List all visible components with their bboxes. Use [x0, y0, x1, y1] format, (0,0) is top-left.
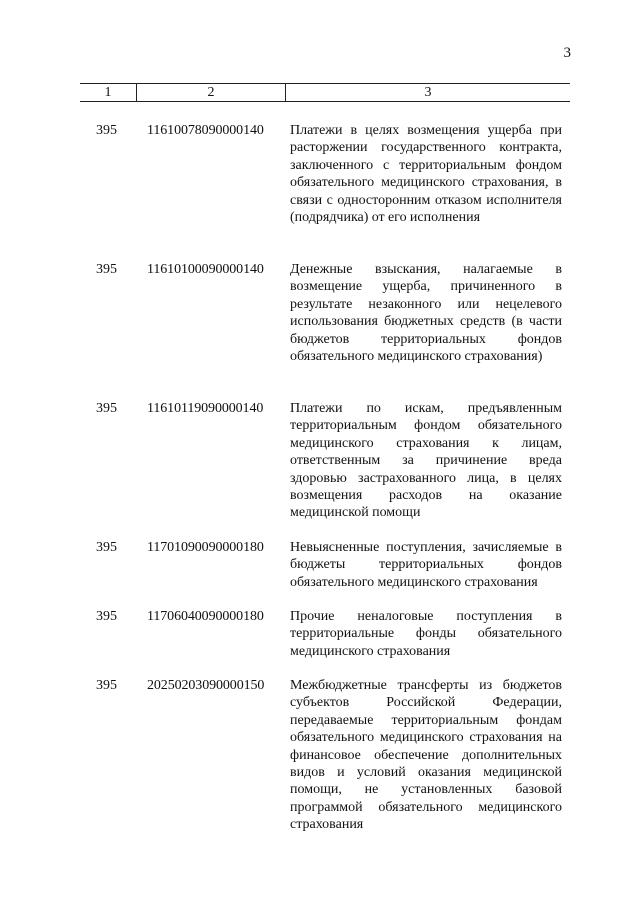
header-column-2: 2 [137, 84, 286, 101]
chapter-code: 395 [96, 262, 117, 277]
revenue-description: Межбюджетные трансферты из бюджетов субъектов Российской Федерации, передаваемые территориальным фондам обязательного медицинского страхования на финансовое обеспечение дополнительных видов и условий оказания медицинской помощи, не установленных базовой программой обязательного медицинского страхования [290, 678, 562, 833]
revenue-description: Денежные взыскания, налагаемые в возмещение ущерба, причиненного в результате незаконного или нецелевого использования бюджетных средств (в части бюджетов территориальных фондов обязательного медицинского страхования) [290, 262, 562, 365]
revenue-code: 11610119090000140 [147, 401, 264, 416]
revenue-code: 11610078090000140 [147, 123, 264, 138]
chapter-code: 395 [96, 401, 117, 416]
revenue-description: Платежи по искам, предъявленным территориальным фондом обязательного медицинского страхования к лицам, ответственным за причинение вреда здоровью застрахованного лица, в целях возмещения расходов на оказание медицинской помощи [290, 401, 562, 521]
revenue-code: 11706040090000180 [147, 609, 264, 624]
chapter-code: 395 [96, 609, 117, 624]
revenue-description: Прочие неналоговые поступления в территориальные фонды обязательного медицинского страхования [290, 609, 562, 659]
chapter-code: 395 [96, 678, 117, 693]
header-column-1: 1 [80, 84, 137, 101]
chapter-code: 395 [96, 540, 117, 555]
revenue-description: Невыясненные поступления, зачисляемые в бюджеты территориальных фондов обязательного медицинского страхования [290, 540, 562, 590]
chapter-code: 395 [96, 123, 117, 138]
revenue-description: Платежи в целях возмещения ущерба при расторжении государственного контракта, заключенного с территориальным фондом обязательного медицинского страхования, в связи с односторонним отказом исполнителя (подрядчика) от его исполнения [290, 123, 562, 226]
revenue-code: 11610100090000140 [147, 262, 264, 277]
revenue-code: 20250203090000150 [147, 678, 265, 693]
table-header [80, 83, 570, 102]
header-column-3: 3 [424, 85, 432, 100]
page-number: 3 [563, 45, 571, 61]
revenue-code: 11701090090000180 [147, 540, 264, 555]
